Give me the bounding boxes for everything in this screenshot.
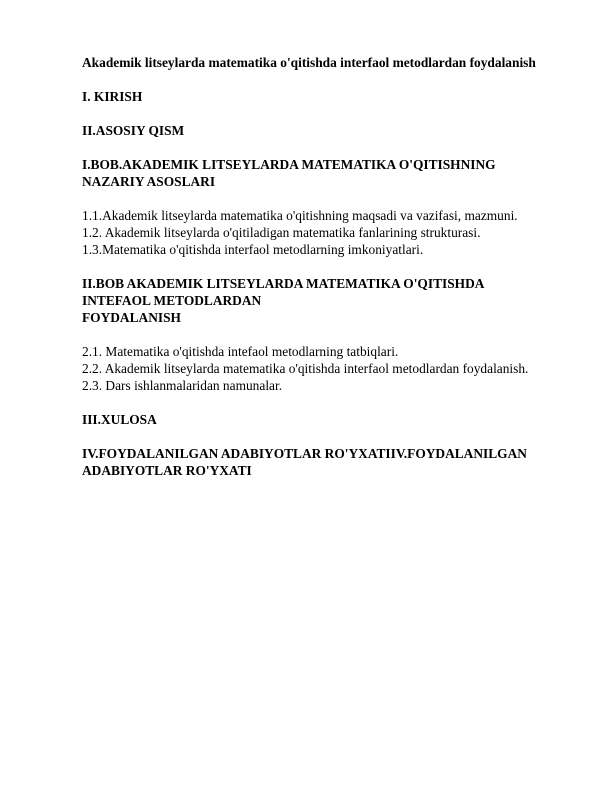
references-heading-line1: IV.FOYDALANILGAN ADABIYOTLAR RO'YXATIIV.FOYDALANILGAN [82,446,527,461]
chapter2-item: 2.3. Dars ishlanmalaridan namunalar. [82,378,283,393]
section-intro: I. KIRISH [82,89,143,104]
chapter2-heading-line1: II.BOB AKADEMIK LITSEYLARDA MATEMATIKA O'QITISHDA [82,276,485,291]
chapter1-item: 1.3.Matematika o'qitishda interfaol metodlarning imkoniyatlari. [82,242,424,257]
chapter2-item: 2.2. Akademik litseylarda matematika o'qitishda interfaol metodlardan foydalanish. [82,361,529,376]
chapter2-heading-line3: FOYDALANISH [82,310,181,325]
document-page [82,54,582,479]
section-conclusion: III.XULOSA [82,412,157,427]
chapter1-heading-line2: NAZARIY ASOSLARI [82,174,216,189]
chapter1-item: 1.1.Akademik litseylarda matematika o'qitishning maqsadi va vazifasi, mazmuni. [82,208,518,223]
chapter1-item: 1.2. Akademik litseylarda o'qitiladigan matematika fanlarining strukturasi. [82,225,481,240]
chapter2-item: 2.1. Matematika o'qitishda intefaol metodlarning tatbiqlari. [82,344,399,359]
references-heading-line2: ADABIYOTLAR RO'YXATI [82,463,252,478]
chapter1-heading-line1: I.BOB.AKADEMIK LITSEYLARDA MATEMATIKA O'QITISHNING [82,157,496,172]
section-main: II.ASOSIY QISM [82,123,185,138]
chapter2-heading-line2: INTEFAOL METODLARDAN [82,293,262,308]
document-title: Akademik litseylarda matematika o'qitishda interfaol metodlardan foydalanish [82,55,536,70]
